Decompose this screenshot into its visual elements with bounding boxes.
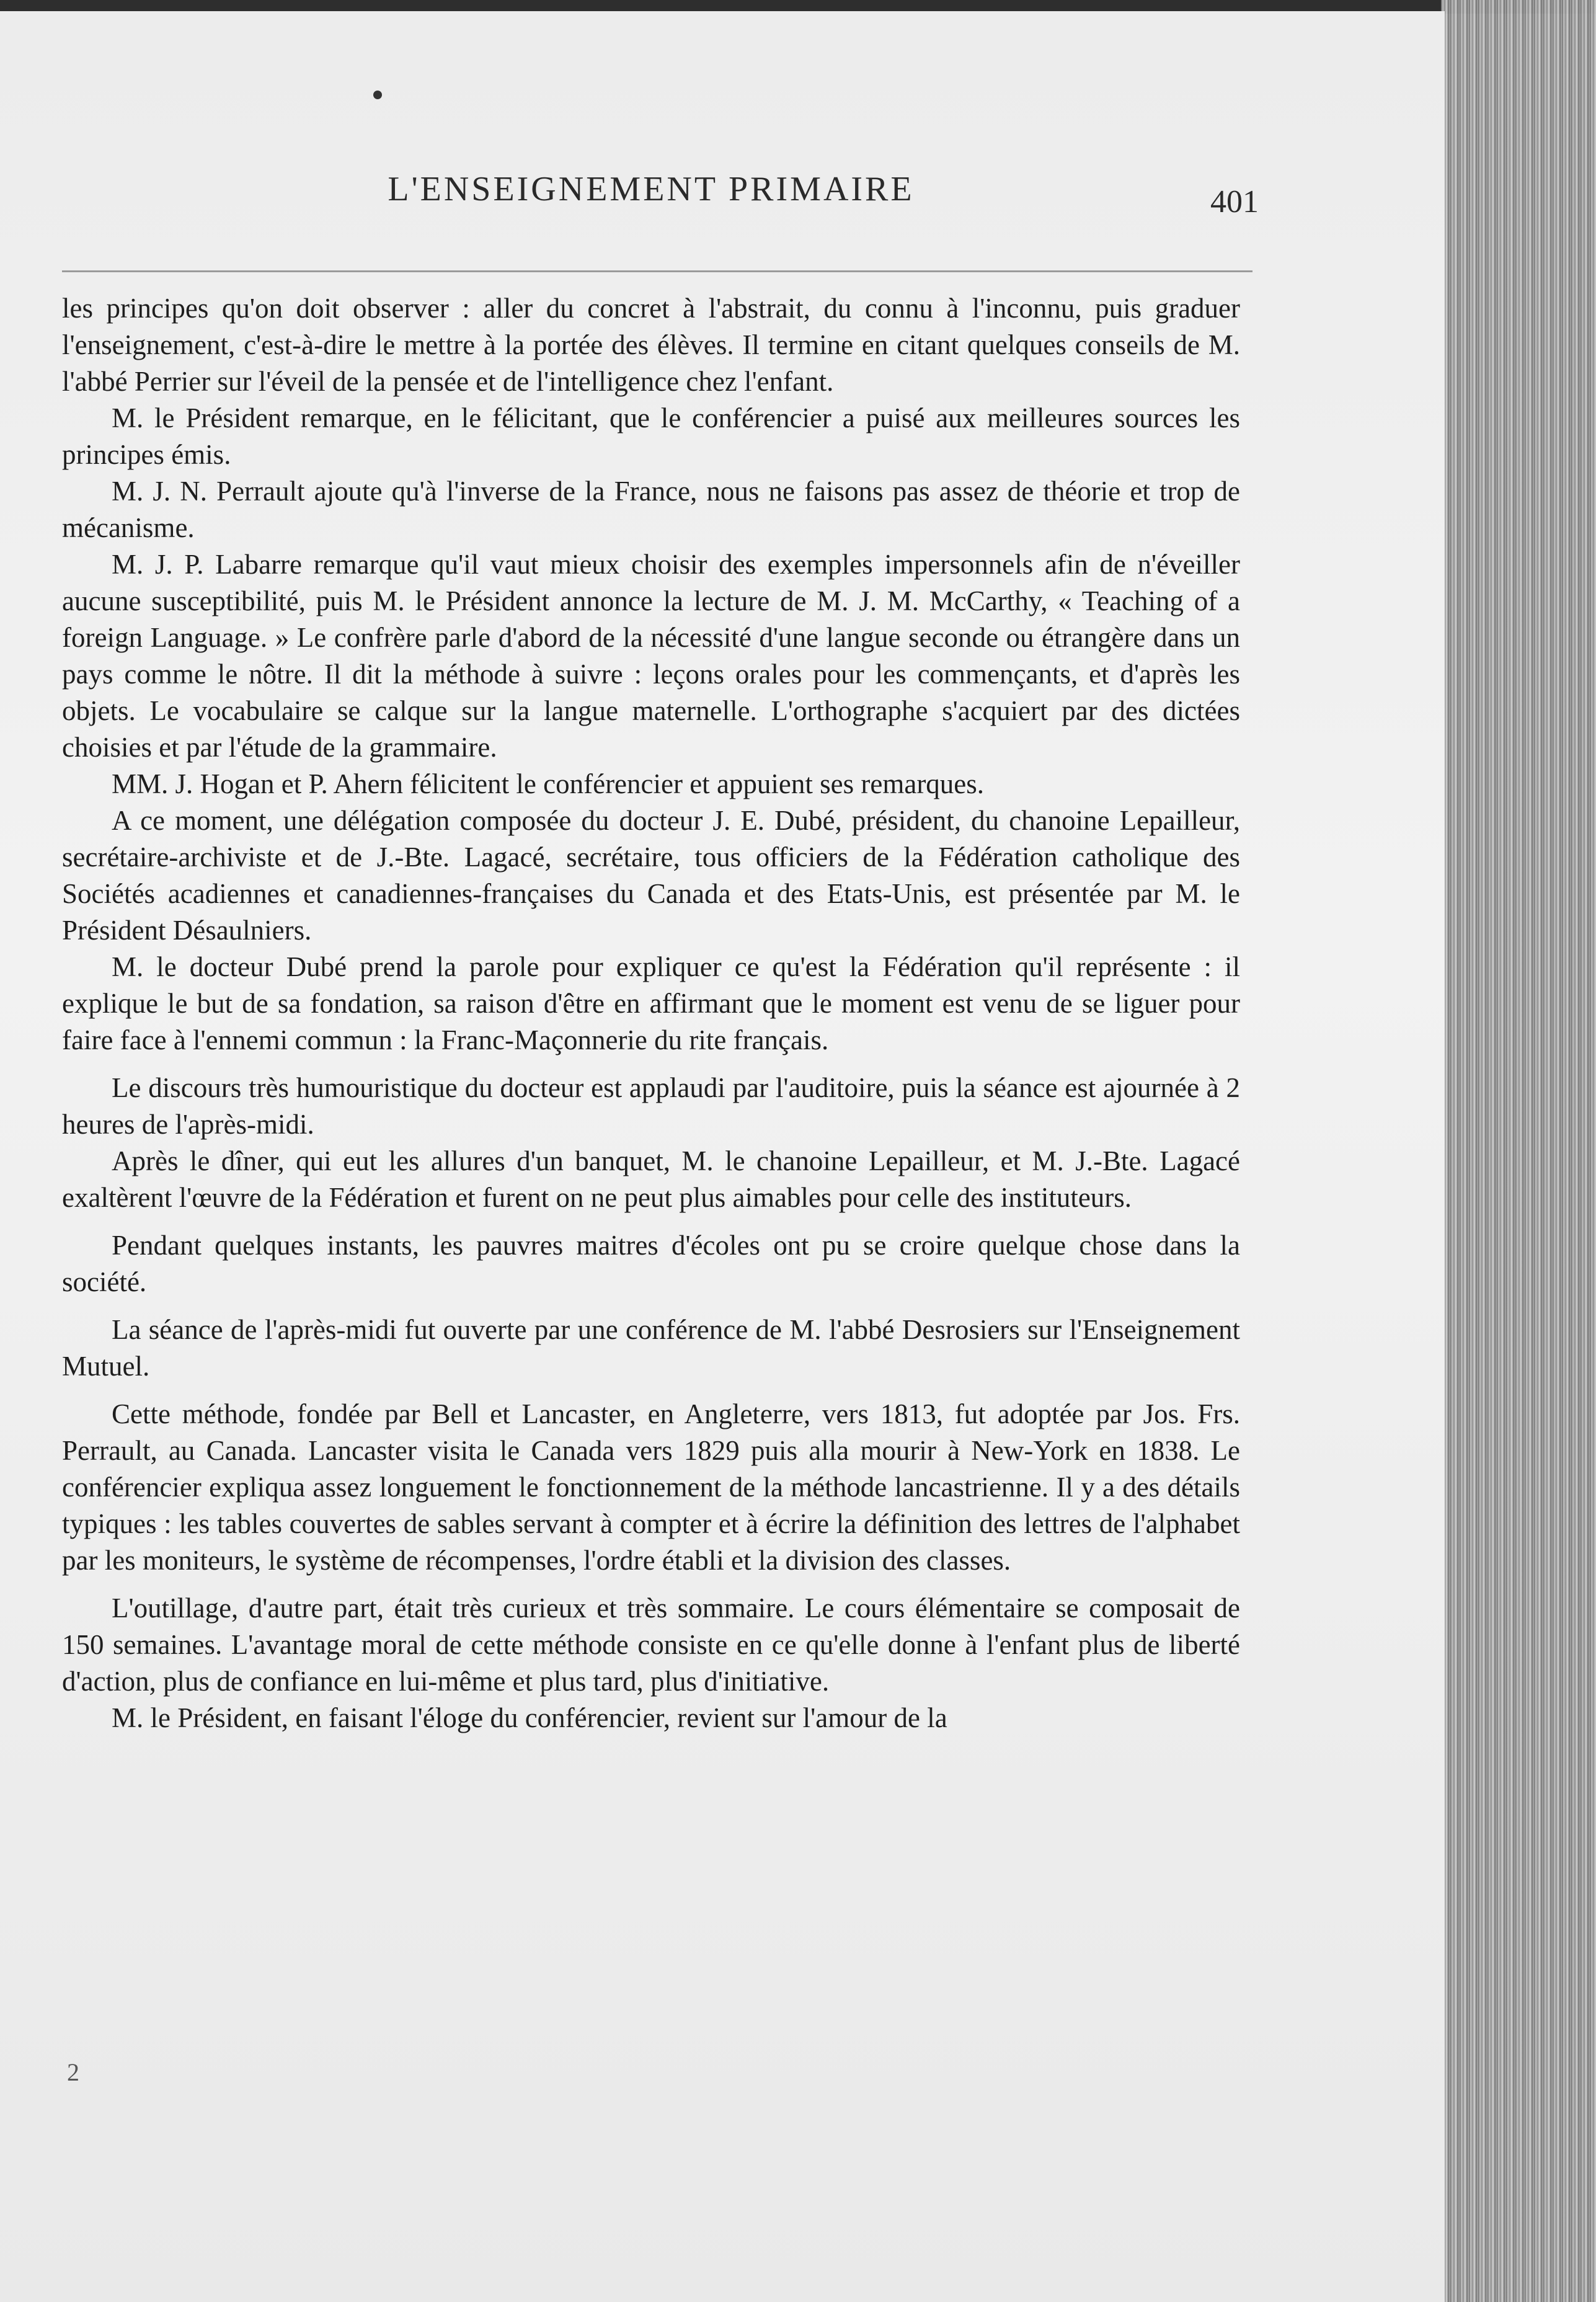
- body-text: [62, 290, 1240, 1736]
- paragraph: M. le docteur Dubé prend la parole pour expliquer ce qu'est la Fédération qu'il représente : il explique le but de sa fondation, sa raison d'être en affirmant que le moment est venu de se liguer pour faire face à l'ennemi commun : la Franc-Maçonnerie du rite français.: [62, 951, 1240, 1055]
- paragraph: Après le dîner, qui eut les allures d'un banquet, M. le chanoine Lepailleur, et M. J.-Bte. Lagacé exaltèrent l'œuvre de la Fédération et furent on ne peut plus aimables pour celle des instituteurs.: [62, 1145, 1240, 1213]
- paragraph: A ce moment, une délégation composée du docteur J. E. Dubé, président, du chanoine Lepailleur, secrétaire-archiviste et de J.-Bte. Lagacé, secrétaire, tous officiers de la Fédération catholique des Sociétés acadiennes et canadiennes-françaises du Canada et des Etats-Unis, est présentée par M. le Président Désaulniers.: [62, 805, 1240, 946]
- paragraph: La séance de l'après-midi fut ouverte par une conférence de M. l'abbé Desrosiers sur l'Enseignement Mutuel.: [62, 1314, 1240, 1382]
- paragraph: M. le Président, en faisant l'éloge du conférencier, revient sur l'amour de la: [112, 1702, 947, 1733]
- paragraph: Le discours très humouristique du docteur est applaudi par l'auditoire, puis la séance est ajournée à 2 heures de l'après-midi.: [62, 1072, 1240, 1140]
- book-page: [0, 11, 1445, 2302]
- book-page-edges: [1441, 0, 1596, 2302]
- header-rule: [62, 270, 1252, 272]
- paragraph: Pendant quelques instants, les pauvres maitres d'écoles ont pu se croire quelque chose dans la société.: [62, 1230, 1240, 1297]
- paragraph: MM. J. Hogan et P. Ahern félicitent le conférencier et appuient ses remarques.: [112, 768, 985, 799]
- paragraph: Cette méthode, fondée par Bell et Lancaster, en Angleterre, vers 1813, fut adoptée par Jos. Frs. Perrault, au Canada. Lancaster visita le Canada vers 1829 puis alla mourir à New-York en 1838. Le conférencier expliqua assez longuement le fonctionnement de la méthode lancastrienne. Il y a des détails typiques : les tables couvertes de sables servant à compter et à écrire la définition des lettres de l'alphabet par les moniteurs, le système de récompenses, l'ordre établi et la division des classes.: [62, 1398, 1240, 1576]
- page-number: 401: [1210, 184, 1259, 220]
- ink-dot: [373, 91, 382, 99]
- paragraph: L'outillage, d'autre part, était très curieux et très sommaire. Le cours élémentaire se composait de 150 semaines. L'avantage moral de cette méthode consiste en ce qu'elle donne à l'enfant plus de liberté d'action, plus de confiance en lui-même et plus tard, plus d'initiative.: [62, 1593, 1240, 1697]
- paragraph: M. J. N. Perrault ajoute qu'à l'inverse de la France, nous ne faisons pas assez de théorie et trop de mécanisme.: [62, 476, 1240, 543]
- running-head: L'ENSEIGNEMENT PRIMAIRE: [388, 170, 915, 208]
- paragraph: M. le Président remarque, en le félicitant, que le conférencier a puisé aux meilleures sources les principes émis.: [62, 402, 1240, 470]
- paragraph: les principes qu'on doit observer : aller du concret à l'abstrait, du connu à l'inconnu, puis graduer l'enseignement, c'est-à-dire le mettre à la portée des élèves. Il termine en citant quelques conseils de M. l'abbé Perrier sur l'éveil de la pensée et de l'intelligence chez l'enfant.: [62, 293, 1240, 397]
- folio-mark: 2: [67, 2058, 79, 2086]
- paragraph: M. J. P. Labarre remarque qu'il vaut mieux choisir des exemples impersonnels afin de n'éveiller aucune susceptibilité, puis M. le Président annonce la lecture de M. J. M. McCarthy, « Teaching of a foreign Language. » Le confrère parle d'abord de la nécessité d'une langue seconde ou étrangère dans un pays comme le nôtre. Il dit la méthode à suivre : leçons orales pour les commençants, et d'après les objets. Le vocabulaire se calque sur la langue maternelle. L'orthographe s'acquiert par des dictées choisies et par l'étude de la grammaire.: [62, 549, 1240, 763]
